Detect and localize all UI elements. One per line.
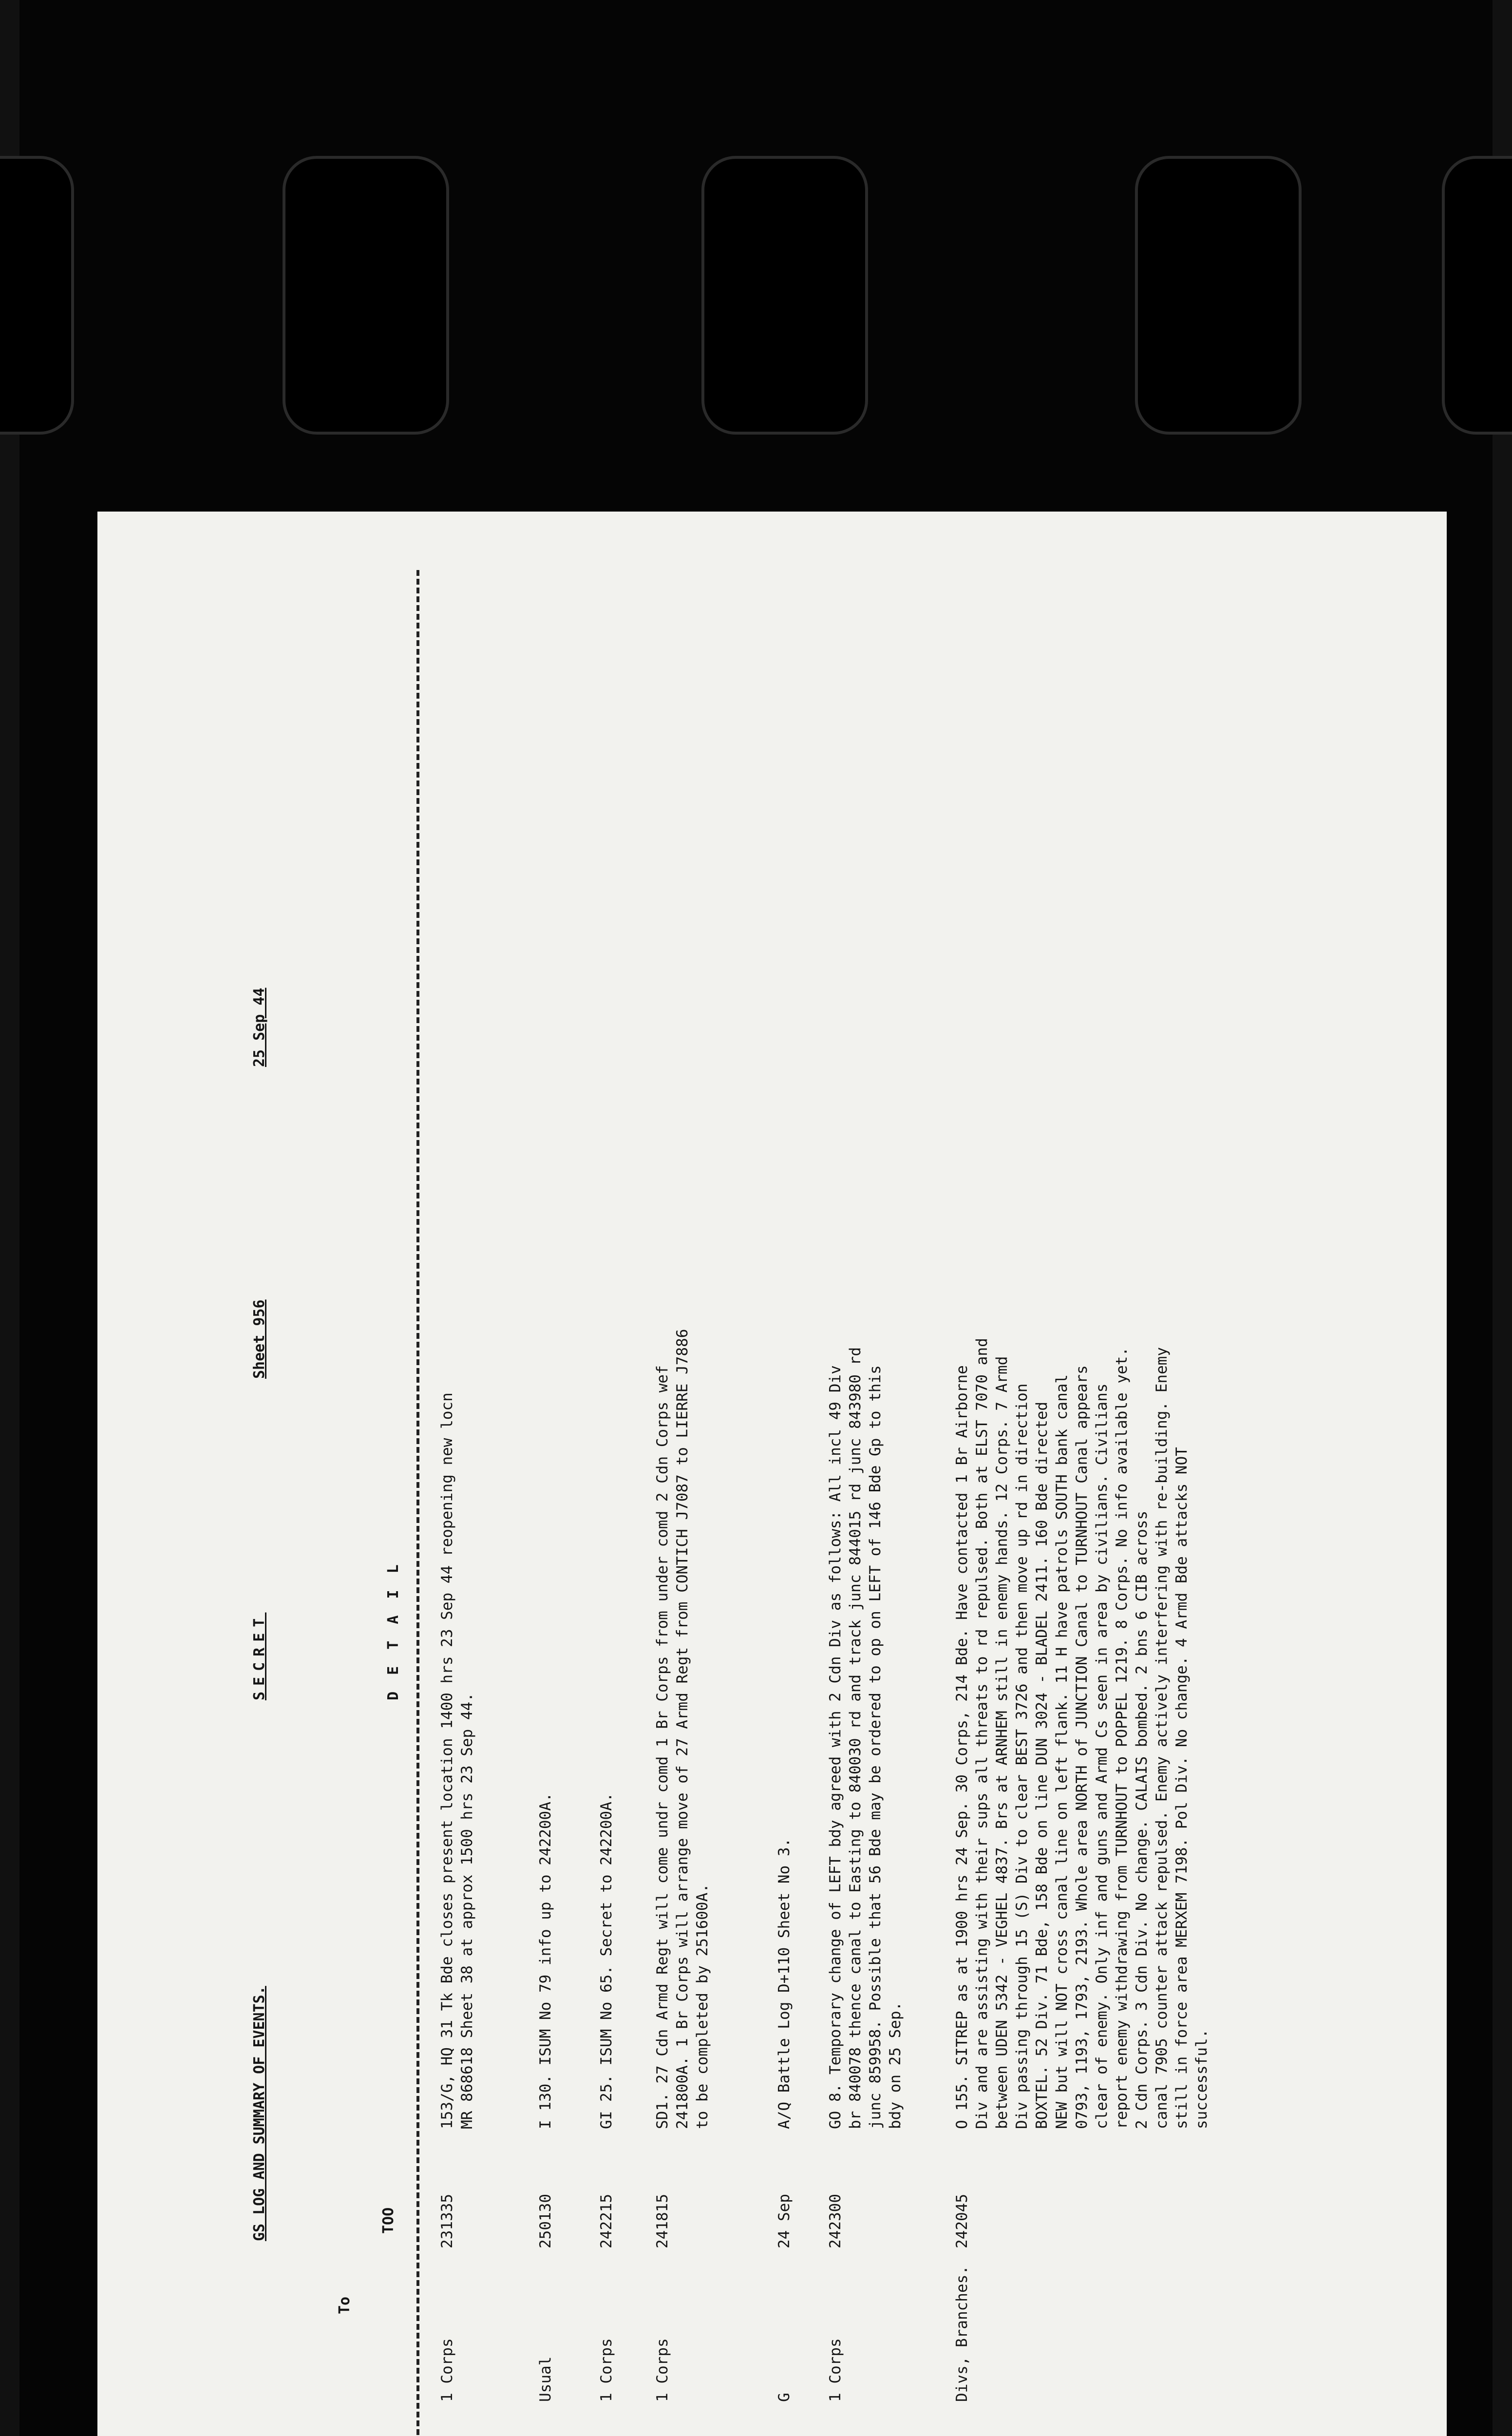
detail-line: Div and are assisting with their sups all threats to rd repulsed. Both at ELST 7070 and [973, 1338, 991, 2129]
detail-line: Div passing through 15 (S) Div to clear BEST 3726 and then move up rd in direction [1013, 1383, 1031, 2129]
entry-detail [437, 1392, 477, 2129]
detail-line: GO 8. Temporary change of LEFT bdy agreed with 2 Cdn Div as follows: All incl 49 Div [827, 1365, 844, 2129]
film-sprocket-hole [1442, 156, 1512, 435]
entry-detail [826, 1347, 906, 2129]
detail-line: GI 25. ISUM No 65. Secret to 242200A. [598, 1792, 615, 2129]
detail-line: 241800A. 1 Br Corps will arrange move of 27 Armd Regt from CONTICH J7087 to LIERRE J7886 [674, 1329, 691, 2129]
entry-detail [536, 1544, 556, 2129]
detail-line: 2 Cdn Corps. 3 Cdn Div. No change. CALAIS bombed. 2 bns 6 CIB across [1133, 1510, 1151, 2129]
log-title: GS LOG AND SUMMARY OF EVENTS. [251, 1986, 268, 2241]
detail-line: br 840078 thence canal to Easting to 840030 rd and track junc 844015 rd junc 843980 rd [847, 1347, 864, 2129]
detail-line: I 130. ISUM No 79 info up to 242200A. [537, 1792, 554, 2129]
entry-detail [775, 1544, 794, 2129]
entry-to: Divs, Branches. [953, 2265, 971, 2402]
entry-to: G [775, 2393, 793, 2402]
classification: SECRET [251, 1612, 268, 1700]
film-sprocket-hole [701, 156, 868, 435]
detail-line: 0793, 1193, 1793, 2193. Whole area NORTH of JUNCTION Canal to TURNHOUT Canal appears [1073, 1365, 1091, 2129]
entry-detail [597, 1544, 617, 2129]
entry-to: Usual [537, 2356, 554, 2402]
film-sprocket-hole [1135, 156, 1302, 435]
detail-line: MR 868618 Sheet 38 at approx 1500 hrs 23 Sep 44. [458, 1693, 476, 2129]
entry-detail [952, 1338, 1212, 2129]
entry-too: 242215 [598, 2194, 615, 2248]
too-header: TOO [380, 2207, 397, 2234]
entry-too: 231335 [438, 2194, 456, 2248]
detail-line: SD1. 27 Cdn Armd Regt will come undr comd 1 Br Corps from under comd 2 Cdn Corps wef [654, 1365, 671, 2129]
document-page [97, 512, 1447, 2436]
sheet-number: Sheet 956 [251, 1299, 268, 1379]
film-sprocket-hole [283, 156, 449, 435]
detail-line: BOXTEL. 52 Div. 71 Bde, 158 Bde on line DUN 3024 - BLADEL 2411. 160 Bde directed [1033, 1401, 1051, 2129]
detail-line: A/Q Battle Log D+110 Sheet No 3. [775, 1838, 793, 2129]
entry-too: 250130 [537, 2194, 554, 2248]
rotated-log-content [97, 512, 1447, 2436]
detail-line: report enemy withdrawing from TURNHOUT to POPPEL 1219. 8 Corps. No info available yet. [1113, 1347, 1131, 2129]
detail-line: 153/G, HQ 31 Tk Bde closes present location 1400 hrs 23 Sep 44 reopening new locn [438, 1392, 456, 2129]
detail-line: canal 7905 counter attack repulsed. Enemy actively interfering with re-building. Enemy [1153, 1347, 1171, 2129]
detail-line: junc 859958. Possible that 56 Bde may be ordered to op on LEFT of 146 Bde Gp to this [867, 1365, 884, 2129]
to-header: To [336, 2296, 353, 2314]
detail-line: O 155. SITREP as at 1900 hrs 24 Sep. 30 Corps, 214 Bde. Have contacted 1 Br Airborne [953, 1365, 971, 2129]
film-sprocket-hole [0, 156, 74, 435]
detail-line: between UDEN 5342 - VEGHEL 4837. Brs at ARNHEM still in enemy hands. 12 Corps. 7 Armd [993, 1356, 1011, 2129]
entry-too: 242045 [953, 2194, 971, 2248]
detail-line: NEW but will NOT cross canal line on left flank. 11 H have patrols SOUTH bank canal [1053, 1374, 1071, 2129]
detail-line: to be completed by 251600A. [694, 1884, 711, 2129]
entry-too: 241815 [654, 2194, 671, 2248]
detail-line: successful. [1193, 2029, 1210, 2129]
detail-line: clear of enemy. Only inf and guns and Armd Cs seen in area by civilians. Civilians [1093, 1383, 1111, 2129]
entry-to: 1 Corps [827, 2338, 844, 2402]
entry-too: 24 Sep [775, 2194, 793, 2248]
detail-line: bdy on 25 Sep. [887, 2001, 904, 2129]
detail-header: D E T A I L [385, 1561, 402, 1700]
entry-detail [653, 1329, 713, 2129]
header-dashed-rule [416, 570, 419, 2436]
entry-to: 1 Corps [438, 2338, 456, 2402]
entry-too: 242300 [827, 2194, 844, 2248]
entry-to: 1 Corps [598, 2338, 615, 2402]
entry-to: 1 Corps [654, 2338, 671, 2402]
log-date: 25 Sep 44 [251, 988, 268, 1067]
detail-line: still in force area MERXEM 7198. Pol Div. No change. 4 Armd Bde attacks NOT [1173, 1447, 1191, 2129]
